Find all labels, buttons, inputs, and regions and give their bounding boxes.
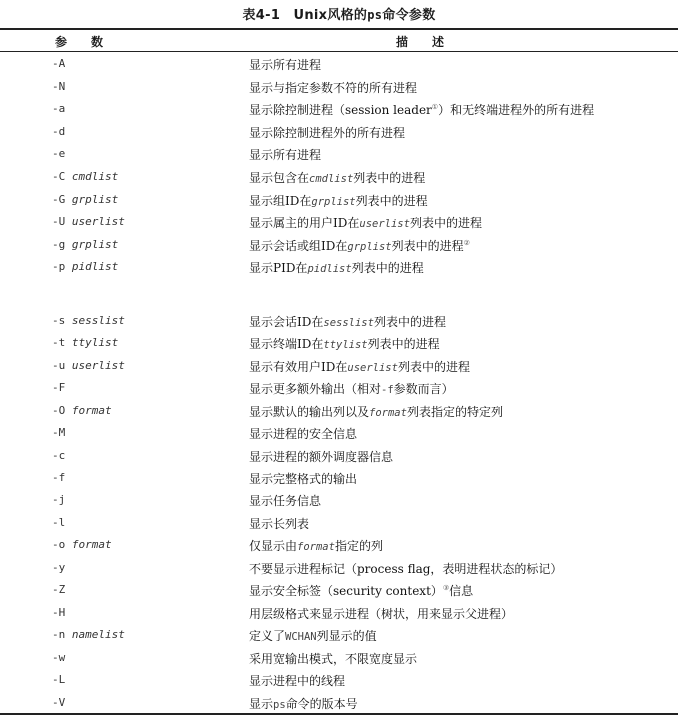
desc-text: 列表中的进程 [367, 337, 440, 351]
desc-cell [249, 169, 425, 186]
param-arg: namelist [71, 628, 125, 641]
desc-text: 列表中的进程 [397, 360, 470, 374]
param-flag: -U [52, 215, 72, 228]
param-arg: userlist [71, 215, 125, 228]
desc-text: 显示与指定参数不符的所有进程 [249, 81, 418, 95]
desc-cell [249, 146, 321, 163]
desc-text: 定义了 [249, 629, 286, 643]
param-flag: -g [52, 238, 72, 251]
param-flag: -n [52, 628, 72, 641]
param-flag: -G [52, 193, 72, 206]
desc-code: grplist [347, 241, 392, 253]
desc-text: 显示进程的额外调度器信息 [249, 450, 394, 464]
table-row [0, 55, 678, 75]
param-cell [52, 516, 65, 529]
table-row [0, 447, 678, 467]
table-row [0, 694, 678, 714]
param-cell [52, 381, 65, 394]
table-row [0, 469, 678, 489]
param-flag: -y [52, 561, 66, 574]
table-row [0, 145, 678, 165]
header-desc: 描述 [396, 35, 469, 49]
desc-cell [249, 124, 405, 141]
desc-code: WCHAN [285, 631, 317, 643]
param-flag: -M [52, 426, 66, 439]
desc-code: cmdlist [309, 173, 354, 185]
desc-text: 不要显示进程标记（process flag，表明进程状态的标记） [249, 562, 563, 576]
param-arg: userlist [71, 359, 125, 372]
desc-text: 显示任务信息 [249, 494, 322, 508]
footnote-mark: ③ [442, 584, 450, 592]
desc-cell [249, 313, 446, 330]
desc-cell [249, 101, 594, 118]
header-param: 参数 [55, 35, 128, 49]
desc-text: 指定的列 [334, 539, 383, 553]
desc-text: 显示包含在 [249, 171, 310, 185]
param-flag: -l [52, 516, 66, 529]
desc-text: 显示长列表 [249, 517, 310, 531]
desc-text: 列显示的值 [316, 629, 377, 643]
param-arg: format [71, 404, 112, 417]
table-row [0, 78, 678, 98]
desc-text: 列表指定的特定列 [406, 405, 503, 419]
desc-text: 显示安全标签（security context） [249, 584, 443, 598]
table-row [0, 100, 678, 120]
desc-cell [249, 515, 309, 532]
desc-text: 显示有效用户ID在 [249, 360, 348, 374]
desc-cell [249, 79, 417, 96]
desc-text: 显示默认的输出列以及 [249, 405, 370, 419]
param-cell [52, 147, 65, 160]
table-title-prefix: 表4-1 Unix风格的 [242, 8, 368, 23]
desc-text: 列表中的进程 [353, 171, 426, 185]
param-arg: sesslist [71, 314, 125, 327]
desc-text: 列表中的进程 [355, 194, 428, 208]
table-row [0, 123, 678, 143]
param-cell [52, 57, 65, 70]
param-cell [52, 538, 112, 551]
table-title-suffix: 命令参数 [382, 8, 436, 23]
param-cell [52, 260, 118, 273]
param-flag: -o [52, 538, 72, 551]
desc-cell [249, 192, 428, 209]
desc-cell [249, 56, 321, 73]
desc-text: 参数而言） [393, 382, 454, 396]
desc-code: sesslist [323, 317, 374, 329]
table-row [0, 649, 678, 669]
desc-code: ps [273, 699, 286, 711]
desc-text: 显示更多额外输出（相对 [249, 382, 382, 396]
desc-cell [249, 605, 513, 622]
param-cell [52, 673, 65, 686]
param-cell [52, 606, 65, 619]
param-cell [52, 170, 118, 183]
param-cell [52, 561, 65, 574]
param-flag: -c [52, 449, 66, 462]
desc-text: 显示所有进程 [249, 148, 322, 162]
table-row [0, 536, 678, 556]
desc-text: ）和无终端进程外的所有进程 [438, 103, 595, 117]
param-cell [52, 336, 118, 349]
desc-text: 用层级格式来显示进程（树状，用来显示父进程） [249, 607, 514, 621]
footnote-mark: ① [431, 103, 439, 111]
table-row [0, 213, 678, 233]
param-cell [52, 359, 125, 372]
param-flag: -w [52, 651, 66, 664]
param-arg: grplist [71, 238, 119, 251]
desc-text: 显示完整格式的输出 [249, 472, 358, 486]
param-flag: -u [52, 359, 72, 372]
table-row [0, 581, 678, 601]
param-cell [52, 80, 65, 93]
desc-text: 列表中的进程 [391, 239, 464, 253]
param-cell [52, 125, 65, 138]
desc-text: 显示组ID在 [249, 194, 312, 208]
table-row [0, 424, 678, 444]
param-cell [52, 628, 125, 641]
param-arg: format [71, 538, 112, 551]
desc-text: 列表中的进程 [409, 216, 482, 230]
param-arg: cmdlist [71, 170, 119, 183]
desc-cell [249, 470, 357, 487]
table-row [0, 604, 678, 624]
param-flag: -H [52, 606, 66, 619]
desc-text: 显示终端ID在 [249, 337, 324, 351]
desc-text: 显示进程的安全信息 [249, 427, 358, 441]
desc-cell [249, 425, 357, 442]
param-arg: ttylist [71, 336, 119, 349]
table-row [0, 626, 678, 646]
param-cell [52, 193, 118, 206]
desc-cell [249, 582, 473, 599]
desc-cell [249, 335, 440, 352]
param-arg: pidlist [71, 260, 119, 273]
table-row [0, 491, 678, 511]
desc-text: 显示进程中的线程 [249, 674, 346, 688]
desc-text: 显示属主的用户ID在 [249, 216, 360, 230]
footnote-mark: ② [463, 239, 470, 247]
desc-text: 采用宽输出模式，不限宽度显示 [249, 652, 418, 666]
table-row [0, 236, 678, 256]
param-flag: -C [52, 170, 72, 183]
table-row [0, 514, 678, 534]
table-row [0, 671, 678, 691]
desc-code: userlist [359, 218, 410, 230]
param-cell [52, 426, 65, 439]
desc-cell [249, 237, 470, 254]
table-row [0, 258, 678, 278]
param-cell [52, 238, 118, 251]
desc-text: 列表中的进程 [373, 315, 446, 329]
table-row [0, 357, 678, 377]
param-flag: -O [52, 404, 72, 417]
param-cell [52, 471, 65, 484]
bottom-rule [0, 713, 678, 715]
param-cell [52, 449, 65, 462]
desc-cell [249, 672, 345, 689]
desc-text: 仅显示由 [249, 539, 298, 553]
param-flag: -F [52, 381, 66, 394]
desc-cell [249, 380, 454, 397]
desc-text: 显示会话ID在 [249, 315, 324, 329]
desc-text: 显示所有进程 [249, 58, 322, 72]
desc-cell [249, 492, 321, 509]
param-cell [52, 696, 65, 709]
desc-text: 显示除控制进程外的所有进程 [249, 126, 406, 140]
desc-text: 显示会话或组ID在 [249, 239, 348, 253]
table-title-code: ps [367, 8, 383, 22]
table-row [0, 312, 678, 332]
param-flag: -A [52, 57, 66, 70]
param-cell [52, 215, 125, 228]
param-flag: -Z [52, 583, 66, 596]
desc-cell [249, 537, 383, 554]
param-flag: -d [52, 125, 66, 138]
desc-cell [249, 448, 393, 465]
desc-cell [249, 695, 358, 712]
desc-code: format [369, 407, 407, 419]
param-flag: -e [52, 147, 66, 160]
param-cell [52, 314, 125, 327]
desc-cell [249, 650, 417, 667]
desc-text: 列表中的进程 [351, 261, 424, 275]
desc-cell [249, 214, 482, 231]
param-flag: -a [52, 102, 66, 115]
param-flag: -t [52, 336, 72, 349]
param-flag: -L [52, 673, 66, 686]
desc-code: -f [381, 384, 394, 396]
desc-text: 显示除控制进程（session leader [249, 103, 432, 117]
desc-cell [249, 403, 503, 420]
desc-text: 显示PID在 [249, 261, 308, 275]
param-cell [52, 493, 65, 506]
param-flag: -s [52, 314, 72, 327]
param-cell [52, 404, 112, 417]
param-flag: -N [52, 80, 66, 93]
param-flag: -j [52, 493, 66, 506]
desc-cell [249, 560, 562, 577]
desc-text: 命令的版本号 [285, 697, 358, 711]
desc-cell [249, 259, 424, 276]
param-flag: -p [52, 260, 72, 273]
table-row [0, 559, 678, 579]
table-row [0, 334, 678, 354]
desc-code: ttylist [323, 339, 368, 351]
table-row [0, 191, 678, 211]
table-row [0, 379, 678, 399]
param-cell [52, 583, 65, 596]
desc-code: userlist [347, 362, 398, 374]
param-flag: -V [52, 696, 66, 709]
param-arg: grplist [71, 193, 119, 206]
desc-code: pidlist [307, 263, 352, 275]
table-row [0, 168, 678, 188]
desc-text: 信息 [449, 584, 474, 598]
param-cell [52, 651, 65, 664]
param-flag: -f [52, 471, 66, 484]
desc-cell [249, 627, 377, 644]
desc-code: grplist [311, 196, 356, 208]
desc-cell [249, 358, 470, 375]
param-cell [52, 102, 65, 115]
desc-code: format [297, 541, 335, 553]
table-row [0, 402, 678, 422]
desc-text: 显示 [249, 697, 274, 711]
